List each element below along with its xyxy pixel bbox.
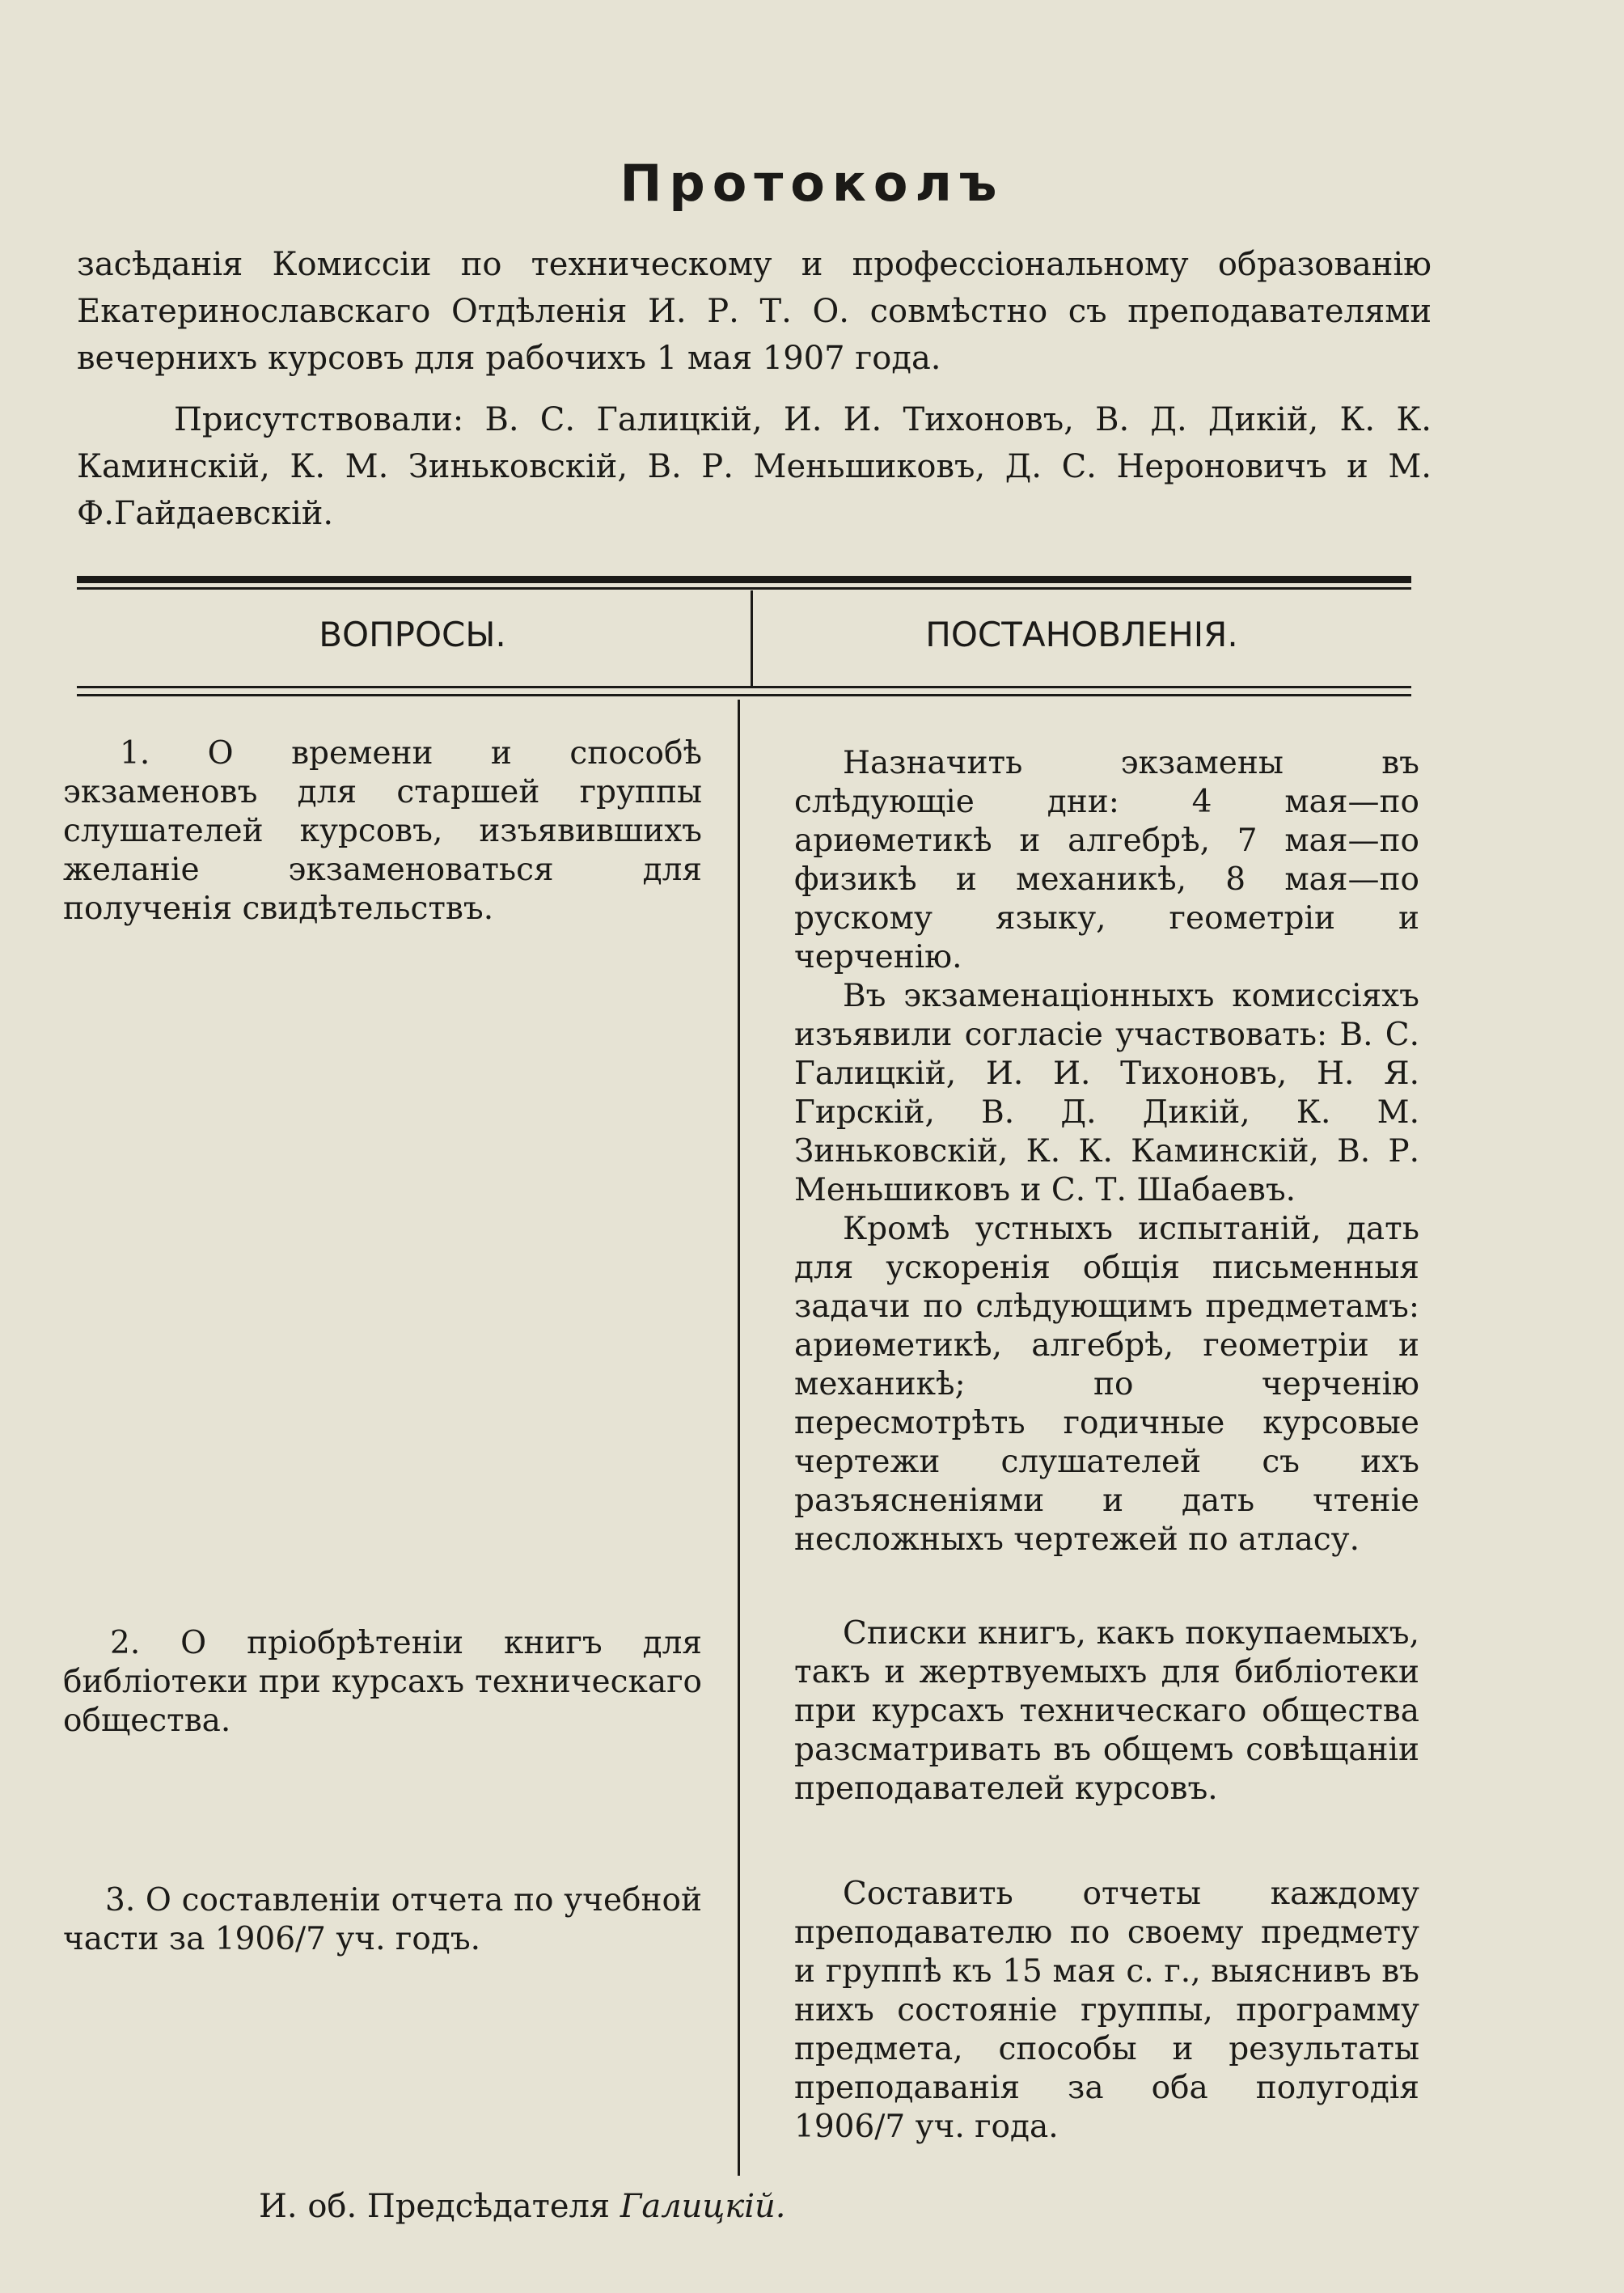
resolution-1-paragraph-3: Кромѣ устныхъ испытаній, дать для ускоренія общія письменныя задачи по слѣдующимъ предметамъ: ариѳметикѣ, алгебрѣ, геометріи и механикѣ; по черченію пересмотрѣть годичные курсовые чертежи слушателей съ ихъ разъясненіями и дать чтеніе несложныхъ чертежей по атласу. [794, 1211, 1419, 1558]
question-2: 2. О пріобрѣтеніи книгъ для библіотеки при курсахъ техническаго общества. [63, 1625, 702, 1739]
header-bottom-rule-2 [77, 694, 1411, 696]
header-questions: ВОПРОСЫ. [319, 615, 506, 654]
table-top-rule-thin [77, 587, 1411, 590]
intro-lead: засѣданія Комиссіи по техническому и профессіональному образованію Екатеринославскаго Отдѣленія И. Р. Т. О. совмѣстно съ преподавателями вечернихъ курсовъ для рабочихъ 1 мая 1907 года. [77, 246, 1432, 377]
resolution-1-paragraph-1: Назначить экзамены въ слѣдующіе дни: 4 мая—по ариѳметикѣ и алгебрѣ, 7 мая—по физикѣ и механикѣ, 8 мая—по рускому языку, геометріи и черченію. [794, 745, 1419, 975]
signature-line [259, 2188, 786, 2225]
resolution-2 [794, 1614, 1419, 1809]
resolution-3-paragraph-1: Составить отчеты каждому преподавателю по своему предмету и группѣ къ 15 мая с. г., выяснивъ въ нихъ состояніе группы, программу предмета, способы и результаты преподаванія за оба полугодія 1906/7 уч. года. [794, 1876, 1419, 2145]
intro-block [77, 241, 1432, 537]
document-title: Протоколъ [620, 154, 1004, 213]
question-1: 1. О времени и способѣ экзаменовъ для старшей группы слушателей курсовъ, изъявившихъ желаніе экзаменоваться для полученія свидѣтельствъ. [63, 735, 702, 927]
attendees-paragraph: Присутствовали: В. С. Галицкій, И. И. Тихоновъ, В. Д. Дикій, К. К. Каминскій, К. М. Зиньковскій, В. Р. Меньшиковъ, Д. С. Нероновичъ и М. Ф.Гайдаевскій. [77, 401, 1432, 532]
table-top-rule [77, 576, 1411, 583]
resolution-2-paragraph-1: Списки книгъ, какъ покупаемыхъ, такъ и жертвуемыхъ для библіотеки при курсахъ техническаго общества разсматривать въ общемъ совѣщаніи преподавателей курсовъ. [794, 1615, 1419, 1807]
resolution-1-paragraph-2: Въ экзаменаціонныхъ комиссіяхъ изъявили согласіе участвовать: В. С. Галицкій, И. И. Тихоновъ, Н. Я. Гирскій, В. Д. Дикій, К. М. Зиньковскій, К. К. Каминскій, В. Р. Меньшиковъ и С. Т. Шабаевъ. [794, 978, 1419, 1208]
header-resolutions: ПОСТАНОВЛЕНІЯ. [925, 615, 1238, 654]
header-bottom-rule [77, 686, 1411, 688]
resolution-3 [794, 1875, 1419, 2147]
column-divider [751, 590, 753, 687]
signature-prefix: И. об. Предсѣдателя [259, 2188, 611, 2225]
signature-name: Галицкій. [620, 2188, 786, 2225]
question-3: 3. О составленіи отчета по учебной части за 1906/7 уч. годъ. [63, 1882, 702, 1957]
column-divider-body [738, 700, 740, 2176]
resolution-1 [794, 744, 1419, 1559]
